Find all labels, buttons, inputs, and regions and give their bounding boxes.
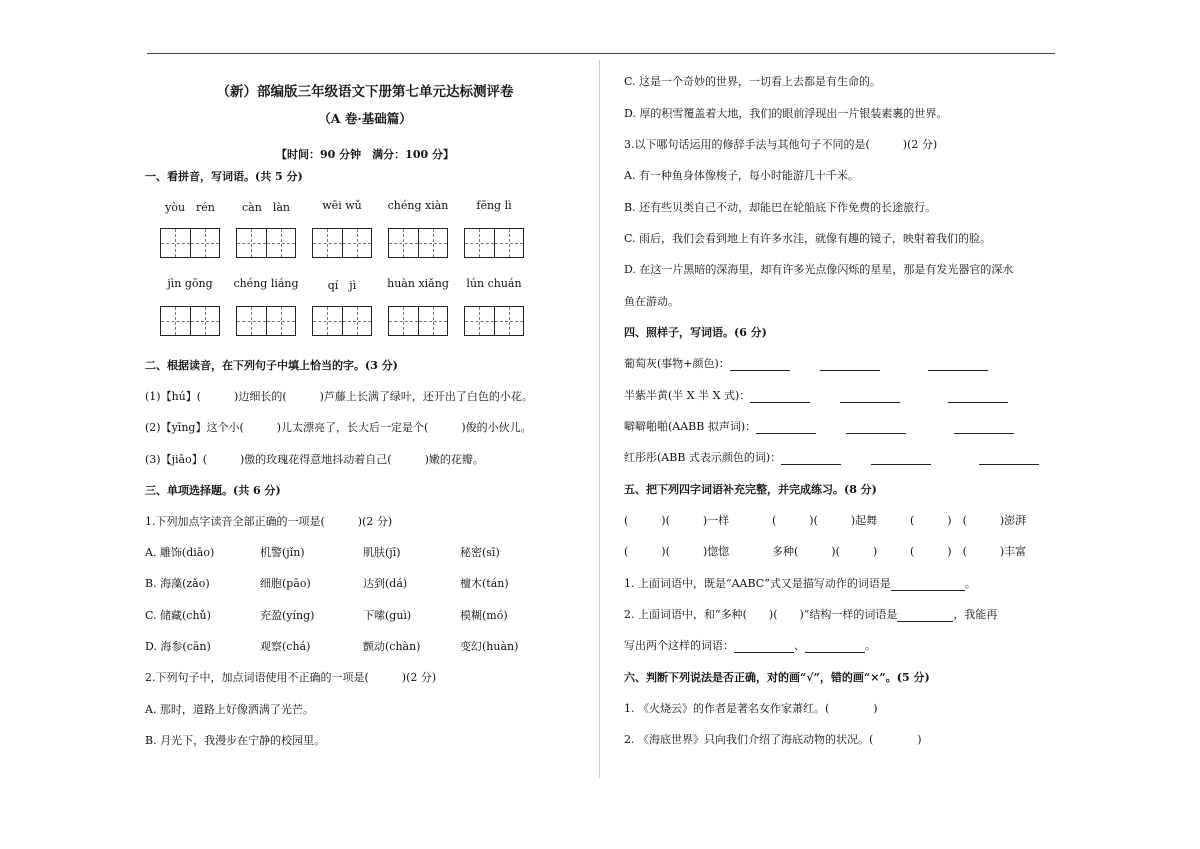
q2-option-d: D. 厚的积雪覆盖着大地，我们的眼前浮现出一片银装素裹的世界。: [624, 107, 948, 120]
option-item: 檀木(tán): [460, 577, 509, 590]
pinyin-label: càn làn: [242, 201, 290, 214]
answer-blank[interactable]: [730, 359, 790, 371]
example-word-row: [624, 418, 1014, 434]
option-item: 达到(dá): [363, 577, 408, 590]
q3-option-d-continued: 鱼在游动。: [624, 295, 679, 308]
writing-box[interactable]: [236, 306, 296, 336]
example-word-row: [624, 387, 1008, 403]
question-text: 2. 上面词语中，和“多种( )( )”结构一样的词语是: [624, 608, 898, 621]
writing-box[interactable]: [236, 228, 296, 258]
answer-blank[interactable]: [948, 391, 1008, 403]
question-1: 1.下列加点字读音全部正确的一项是( )(2 分): [145, 515, 393, 528]
answer-blank[interactable]: [734, 641, 794, 653]
pinyin-label: chéng xiàn: [387, 199, 449, 212]
example-label: 半紫半黄(半 X 半 X 式)：: [624, 389, 751, 402]
option-item: 机警(jǐn): [260, 546, 305, 559]
q3-option-c: C. 雨后，我们会看到地上有许多水洼，就像有趣的镜子，映射着我们的脸。: [624, 232, 992, 245]
fill-sentence: (3)【jiāo】( )傲的玫瑰花得意地抖动着自己( )嫩的花瓣。: [145, 453, 484, 466]
section6-heading: 六、判断下列说法是否正确，对的画“√”，错的画“×”。(5 分): [624, 671, 930, 684]
q1-option-row-c: [145, 607, 585, 623]
answer-blank[interactable]: [820, 359, 880, 371]
option-item: 秘密(sī): [460, 546, 500, 559]
pinyin-label: fēng lì: [476, 199, 512, 212]
question-end: 。: [865, 639, 876, 652]
idiom-item: ( ) ( )丰富: [910, 545, 1027, 558]
example-word-row: [624, 449, 1039, 465]
judge-item: 1. 《火烧云》的作者是著名女作家萧红。( ): [624, 702, 878, 715]
writing-box[interactable]: [464, 306, 524, 336]
q1-option-row-a: [145, 544, 585, 560]
option-item: 下嗦(guì): [363, 609, 412, 622]
fill-sentence: (1)【hú】( )边细长的( )芦藤上长满了绿叶，还开出了白色的小花。: [145, 390, 533, 403]
answer-blank[interactable]: [781, 453, 841, 465]
pinyin-label: qí jì: [327, 279, 357, 292]
writing-box[interactable]: [464, 228, 524, 258]
pinyin-label: jìn gōng: [167, 277, 213, 290]
q3-option-a: A. 有一种鱼身体像梭子，每小时能游几十千米。: [624, 169, 859, 182]
answer-blank[interactable]: [846, 422, 906, 434]
answer-blank[interactable]: [928, 359, 988, 371]
option-item: 观察(chá): [260, 640, 311, 653]
section5-heading: 五、把下列四字词语补充完整，并完成练习。(8 分): [624, 483, 877, 496]
answer-blank[interactable]: [805, 641, 865, 653]
idiom-item: ( )( )起舞: [772, 514, 878, 527]
section1-heading: 一、看拼音，写词语。(共 5 分): [145, 170, 303, 183]
paper-subtitle: （A 卷·基础篇）: [318, 111, 412, 126]
option-item: D. 海参(cān): [145, 640, 211, 653]
option-item: 变幻(huàn): [460, 640, 519, 653]
question-end: 。: [964, 577, 976, 590]
judge-item: 2. 《海底世界》只向我们介绍了海底动物的状况。( ): [624, 733, 922, 746]
q1-option-row-b: [145, 575, 585, 591]
answer-blank[interactable]: [750, 391, 810, 403]
writing-box[interactable]: [160, 228, 220, 258]
pinyin-label: yòu rén: [165, 201, 215, 214]
answer-blank[interactable]: [871, 453, 931, 465]
pinyin-label: huàn xiǎng: [387, 277, 449, 290]
question-text: 写出两个这样的词语：: [624, 639, 734, 652]
example-label: 葡萄灰(事物+颜色)：: [624, 357, 730, 370]
idiom-item: 多种( )( ): [772, 545, 878, 558]
example-label: 红彤彤(ABB 式表示颜色的词)：: [624, 451, 782, 464]
q2-option-a: A. 那时，道路上好像洒满了光芒。: [145, 703, 314, 716]
separator: 、: [794, 639, 805, 652]
time-info: 【时间：90 分钟 满分：100 分】: [276, 148, 454, 161]
pinyin-label: chéng liáng: [233, 277, 299, 290]
writing-box[interactable]: [388, 228, 448, 258]
option-item: C. 储藏(chǔ): [145, 609, 211, 622]
writing-grid-row-1: [158, 228, 578, 260]
answer-blank[interactable]: [979, 453, 1039, 465]
fill-sentence: (2)【yīng】这个小( )儿太漂亮了，长大后一定是个( )俊的小伙儿。: [145, 421, 532, 434]
option-item: 肌肤(jī): [363, 546, 401, 559]
pinyin-label: lún chuán: [466, 277, 522, 290]
writing-box[interactable]: [160, 306, 220, 336]
pinyin-label: wēi wǔ: [322, 199, 362, 212]
question-3: 3.以下哪句话运用的修辞手法与其他句子不同的是( )(2 分): [624, 138, 938, 151]
section4-heading: 四、照样子，写词语。(6 分): [624, 326, 767, 339]
option-item: 模糊(mó): [460, 609, 508, 622]
example-word-row: [624, 355, 988, 371]
writing-box[interactable]: [388, 306, 448, 336]
question-text: 1. 上面词语中，既是“AABC”式又是描写动作的词语是: [624, 577, 891, 590]
section2-heading: 二、根据读音，在下列句子中填上恰当的字。(3 分): [145, 359, 398, 372]
idiom-item: ( )( )一样: [624, 514, 730, 527]
column-divider: [599, 60, 600, 778]
option-item: B. 海藻(zǎo): [145, 577, 210, 590]
pinyin-row-1: [158, 199, 578, 215]
section3-heading: 三、单项选择题。(共 6 分): [145, 484, 281, 497]
q3-option-d: D. 在这一片黑暗的深海里，却有许多光点像闪烁的星星，那是有发光器官的深水: [624, 263, 1014, 276]
option-item: 细胞(pāo): [260, 577, 311, 590]
question-text: ，我能再: [953, 608, 998, 621]
writing-box[interactable]: [312, 306, 372, 336]
option-item: 充盈(yíng): [260, 609, 315, 622]
idiom-item: ( )( )惚惚: [624, 545, 730, 558]
option-item: 颤动(chàn): [363, 640, 421, 653]
section5-question-1: [624, 575, 976, 591]
q2-option-b: B. 月光下，我漫步在宁静的校园里。: [145, 734, 326, 747]
example-label: 噼噼啪啪(AABB 拟声词)：: [624, 420, 757, 433]
paper-title: （新）部编版三年级语文下册第七单元达标测评卷: [216, 84, 514, 100]
section5-question-2: [624, 606, 997, 622]
top-rule: [147, 53, 1055, 54]
idiom-item: ( ) ( )澎湃: [910, 514, 1027, 527]
idiom-row-2: [624, 543, 1056, 559]
answer-blank[interactable]: [840, 391, 900, 403]
answer-blank[interactable]: [756, 422, 816, 434]
q2-option-c: C. 这是一个奇妙的世界，一切看上去都是有生命的。: [624, 75, 882, 88]
q3-option-b: B. 还有些贝类自己不动，却能巴在轮船底下作免费的长途旅行。: [624, 201, 937, 214]
question-2: 2.下列句子中，加点词语使用不正确的一项是( )(2 分): [145, 671, 437, 684]
answer-blank[interactable]: [891, 579, 965, 591]
section5-question-2-continued: [624, 637, 876, 653]
writing-box[interactable]: [312, 228, 372, 258]
idiom-row-1: [624, 512, 1056, 528]
writing-grid-row-2: [158, 306, 578, 338]
pinyin-row-2: [158, 277, 578, 293]
answer-blank[interactable]: [897, 610, 953, 622]
answer-blank[interactable]: [954, 422, 1014, 434]
q1-option-row-d: [145, 638, 585, 654]
option-item: A. 雕饰(diāo): [145, 546, 215, 559]
